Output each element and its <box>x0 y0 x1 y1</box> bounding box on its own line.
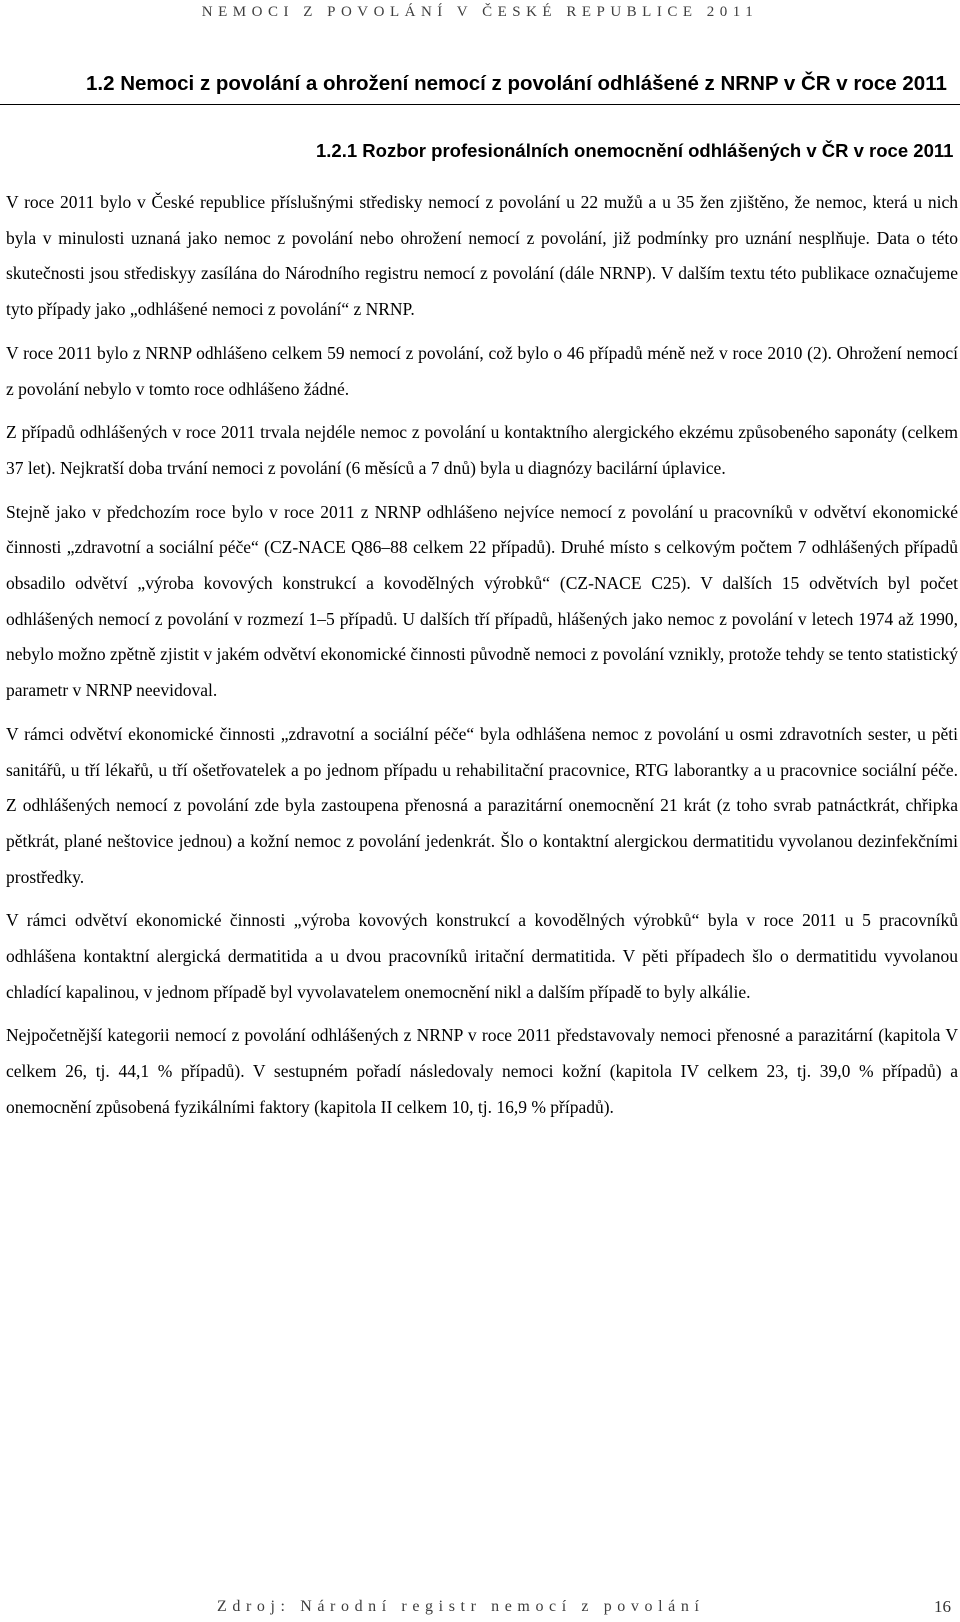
paragraph-5: V rámci odvětví ekonomické činnosti „zdravotní a sociální péče“ byla odhlášena nemoc z povolání u osmi zdravotních sester, u pěti sanitářů, u tří lékařů, u tří ošetřovatelek a po jednom případu u rehabilitační pracovnice, RTG laborantky a u pracovnice sociální péče. Z odhlášených nemocí z povolání zde byla zastoupena přenosná a parazitární onemocnění 21 krát (z toho svrab patnáctkrát, chřipka pětkrát, plané neštovice jednou) a kožní nemoc z povolání jedenkrát. Šlo o kontaktní alergickou dermatitidu vyvolanou dezinfekčními prostředky. <box>6 723 958 887</box>
paragraph-7: Nejpočetnější kategorii nemocí z povolání odhlášených z NRNP v roce 2011 představovaly nemoci přenosné a parazitární (kapitola V celkem 26, tj. 44,1 % případů). V sestupném pořadí následovaly nemoci kožní (kapitola IV celkem 23, tj. 39,0 % případů) a onemocnění způsobená fyzikálními faktory (kapitola II celkem 10, tj. 16,9 % případů). <box>6 1025 958 1117</box>
paragraph-6: V rámci odvětví ekonomické činnosti „výroba kovových konstrukcí a kovodělných výrobků“ byla v roce 2011 u 5 pracovníků odhlášena kontaktní alergická dermatitida a u dvou pracovníků iritační dermatitida. V pěti případech šlo o dermatitidu vyvolanou chladící kapalinou, v jednom případě byl vyvolavatelem onemocnění nikl a dalším případě to byly alkálie. <box>6 910 958 1002</box>
page-number: 16 <box>934 1597 951 1616</box>
paragraph-1: V roce 2011 bylo v České republice příslušnými středisky nemocí z povolání u 22 mužů a u 35 žen zjištěno, že nemoc, která u nich byla v minulosti uznaná jako nemoc z povolání nebo ohrožení nemocí z povolání, již podmínky pro uznání nesplňuje. Data o této skutečnosti jsou střediskyy zasílána do Národního registru nemocí z povolání (dále NRNP). V dalším textu této publikace označujeme tyto případy jako „odhlášené nemoci z povolání“ z NRNP. <box>6 192 958 320</box>
paragraph-4: Stejně jako v předchozím roce bylo v roce 2011 z NRNP odhlášeno nejvíce nemocí z povolání u pracovníků v odvětví ekonomické činnosti „zdravotní a sociální péče“ (CZ-NACE Q86–88 celkem 22 případů). Druhé místo s celkovým počtem 7 odhlášených případů obsadilo odvětví „výroba kovových konstrukcí a kovodělných výrobků“ (CZ-NACE C25). V dalších 15 odvětvích byl počet odhlášených nemocí z povolání v rozmezí 1–5 případů. U dalších tří případů, hlášených jako nemoc z povolání v letech 1974 až 1990, nebylo možno zpětně zjistit v jakém odvětví ekonomické činnosti původně nemoci z povolání vznikly, protože tehdy se tento statistický parametr v NRNP neevidoval. <box>6 501 958 701</box>
heading-divider <box>0 104 960 105</box>
footer-source: Zdroj: Národní registr nemocí z povolání <box>217 1598 705 1615</box>
subsection-heading: 1.2.1 Rozbor profesionálních onemocnění odhlášených v ČR v roce 2011 <box>316 140 954 161</box>
running-header: NEMOCI Z POVOLÁNÍ V ČESKÉ REPUBLICE 2011 <box>201 4 759 20</box>
paragraph-2: V roce 2011 bylo z NRNP odhlášeno celkem 59 nemocí z povolání, což bylo o 46 případů méně než v roce 2010 (2). Ohrožení nemocí z povolání nebylo v tomto roce odhlášeno žádné. <box>6 342 958 399</box>
body-text <box>6 185 958 1134</box>
section-heading: 1.2 Nemoci z povolání a ohrožení nemocí z povolání odhlášené z NRNP v ČR v roce 2011 <box>86 72 947 95</box>
paragraph-3: Z případů odhlášených v roce 2011 trvala nejdéle nemoc z povolání u kontaktního alergického ekzému způsobeného saponáty (celkem 37 let). Nejkratší doba trvání nemoci z povolání (6 měsíců a 7 dnů) byla u diagnózy bacilární úplavice. <box>6 422 958 478</box>
